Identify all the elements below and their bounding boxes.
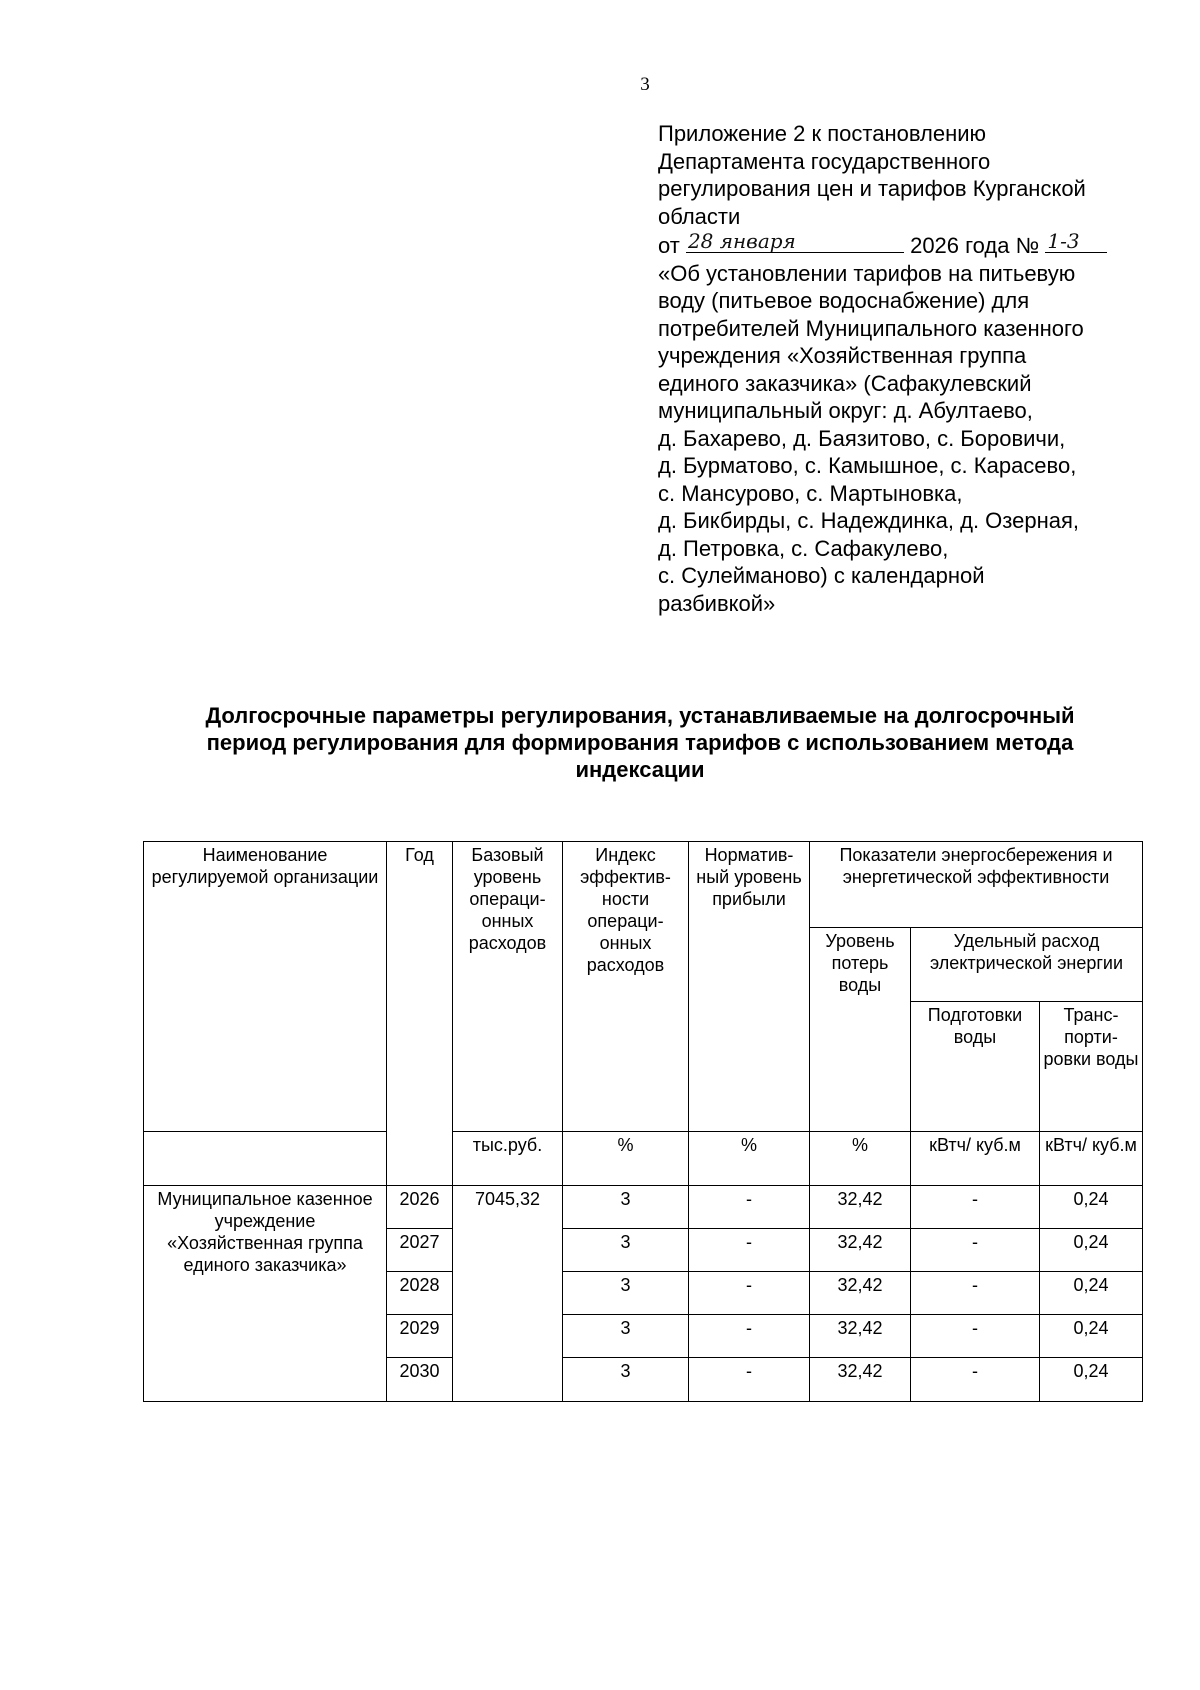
- header-index: Индекс эффектив-ности операци-онных расходов: [563, 842, 689, 1132]
- appendix-line: потребителей Муниципального казенного: [658, 315, 1084, 341]
- appendix-block: [658, 120, 1178, 617]
- appendix-line: муниципальный округ: д. Абултаево,: [658, 398, 1033, 423]
- table-row: [144, 1186, 1143, 1229]
- unit-profit: %: [689, 1132, 810, 1186]
- cell-year: 2026: [387, 1186, 453, 1229]
- appendix-line: с. Мансурово, с. Мартыновка,: [658, 480, 963, 506]
- cell-transport: 0,24: [1040, 1315, 1143, 1358]
- base-value: 7045,32: [453, 1186, 563, 1402]
- cell-prep: -: [911, 1315, 1040, 1358]
- header-base: Базовый уровень операци-онных расходов: [453, 842, 563, 1132]
- cell-losses: 32,42: [810, 1358, 911, 1402]
- cell-losses: 32,42: [810, 1229, 911, 1272]
- appendix-line: д. Бикбирды, с. Надеждинка, д. Озерная,: [658, 508, 1080, 533]
- appendix-line: «Об установлении тарифов на питьевую: [658, 260, 1076, 286]
- cell-prep: -: [911, 1272, 1040, 1315]
- header-losses: Уровень потерь воды: [810, 928, 911, 1132]
- handwritten-date: 28 января: [687, 228, 796, 253]
- org-name: Муниципальное казенное учреждение «Хозяйственная группа единого заказчика»: [144, 1186, 387, 1402]
- cell-year: 2028: [387, 1272, 453, 1315]
- number-blank: [1045, 230, 1107, 253]
- header-year: Год: [387, 842, 453, 1186]
- appendix-line: д. Бахарево, д. Баязитово, с. Боровичи,: [658, 425, 1066, 451]
- handwritten-number: 1-3: [1047, 228, 1080, 253]
- unit-prep: кВтч/ куб.м: [911, 1132, 1040, 1186]
- date-prefix: от: [658, 233, 680, 258]
- cell-profit: -: [689, 1186, 810, 1229]
- header-elec-group: Удельный расход электрической энергии: [911, 928, 1143, 1002]
- title-line: Долгосрочные параметры регулирования, устанавливаемые на долгосрочный: [205, 703, 1075, 728]
- cell-transport: 0,24: [1040, 1272, 1143, 1315]
- cell-index: 3: [563, 1315, 689, 1358]
- parameters-table: [143, 841, 1143, 1402]
- unit-transport: кВтч/ куб.м: [1040, 1132, 1143, 1186]
- appendix-line: Департамента государственного: [658, 148, 991, 174]
- cell-transport: 0,24: [1040, 1186, 1143, 1229]
- unit-losses: %: [810, 1132, 911, 1186]
- header-prep: Подготовки воды: [911, 1002, 1040, 1132]
- cell-index: 3: [563, 1272, 689, 1315]
- date-blank: [686, 230, 904, 253]
- cell-prep: -: [911, 1358, 1040, 1402]
- date-year-text: 2026 года №: [910, 233, 1040, 258]
- cell-index: 3: [563, 1186, 689, 1229]
- appendix-line: д. Петровка, с. Сафакулево,: [658, 535, 949, 561]
- cell-losses: 32,42: [810, 1272, 911, 1315]
- cell-profit: -: [689, 1315, 810, 1358]
- appendix-line: учреждения «Хозяйственная группа: [658, 343, 1027, 368]
- cell-profit: -: [689, 1358, 810, 1402]
- header-transport: Транс-порти-ровки воды: [1040, 1002, 1143, 1132]
- appendix-line: разбивкой»: [658, 590, 776, 616]
- unit-base: тыс.руб.: [453, 1132, 563, 1186]
- appendix-line: регулирования цен и тарифов Курганской: [658, 176, 1086, 201]
- appendix-line: д. Бурматово, с. Камышное, с. Карасево,: [658, 453, 1077, 478]
- appendix-date-line: [658, 230, 1178, 260]
- header-profit: Норматив-ный уровень прибыли: [689, 842, 810, 1132]
- appendix-line: Приложение 2 к постановлению: [658, 121, 987, 146]
- document-title: [140, 702, 1140, 783]
- cell-year: 2030: [387, 1358, 453, 1402]
- title-line: период регулирования для формирования тарифов с использованием метода: [206, 730, 1074, 755]
- cell-index: 3: [563, 1229, 689, 1272]
- cell-year: 2027: [387, 1229, 453, 1272]
- cell-losses: 32,42: [810, 1315, 911, 1358]
- cell-losses: 32,42: [810, 1186, 911, 1229]
- appendix-line: воду (питьевое водоснабжение) для: [658, 288, 1030, 313]
- unit-org: [144, 1132, 387, 1186]
- title-line: индексации: [575, 757, 705, 782]
- cell-year: 2029: [387, 1315, 453, 1358]
- header-energy-group: Показатели энергосбережения и энергетической эффективности: [810, 842, 1143, 928]
- cell-profit: -: [689, 1272, 810, 1315]
- cell-transport: 0,24: [1040, 1358, 1143, 1402]
- page-number: 3: [640, 74, 650, 95]
- cell-prep: -: [911, 1229, 1040, 1272]
- header-org: Наименование регулируемой организации: [144, 842, 387, 1132]
- appendix-line: с. Сулейманово) с календарной: [658, 563, 985, 588]
- cell-profit: -: [689, 1229, 810, 1272]
- appendix-line: единого заказчика» (Сафакулевский: [658, 370, 1032, 396]
- cell-index: 3: [563, 1358, 689, 1402]
- appendix-line: области: [658, 203, 741, 229]
- unit-index: %: [563, 1132, 689, 1186]
- cell-prep: -: [911, 1186, 1040, 1229]
- cell-transport: 0,24: [1040, 1229, 1143, 1272]
